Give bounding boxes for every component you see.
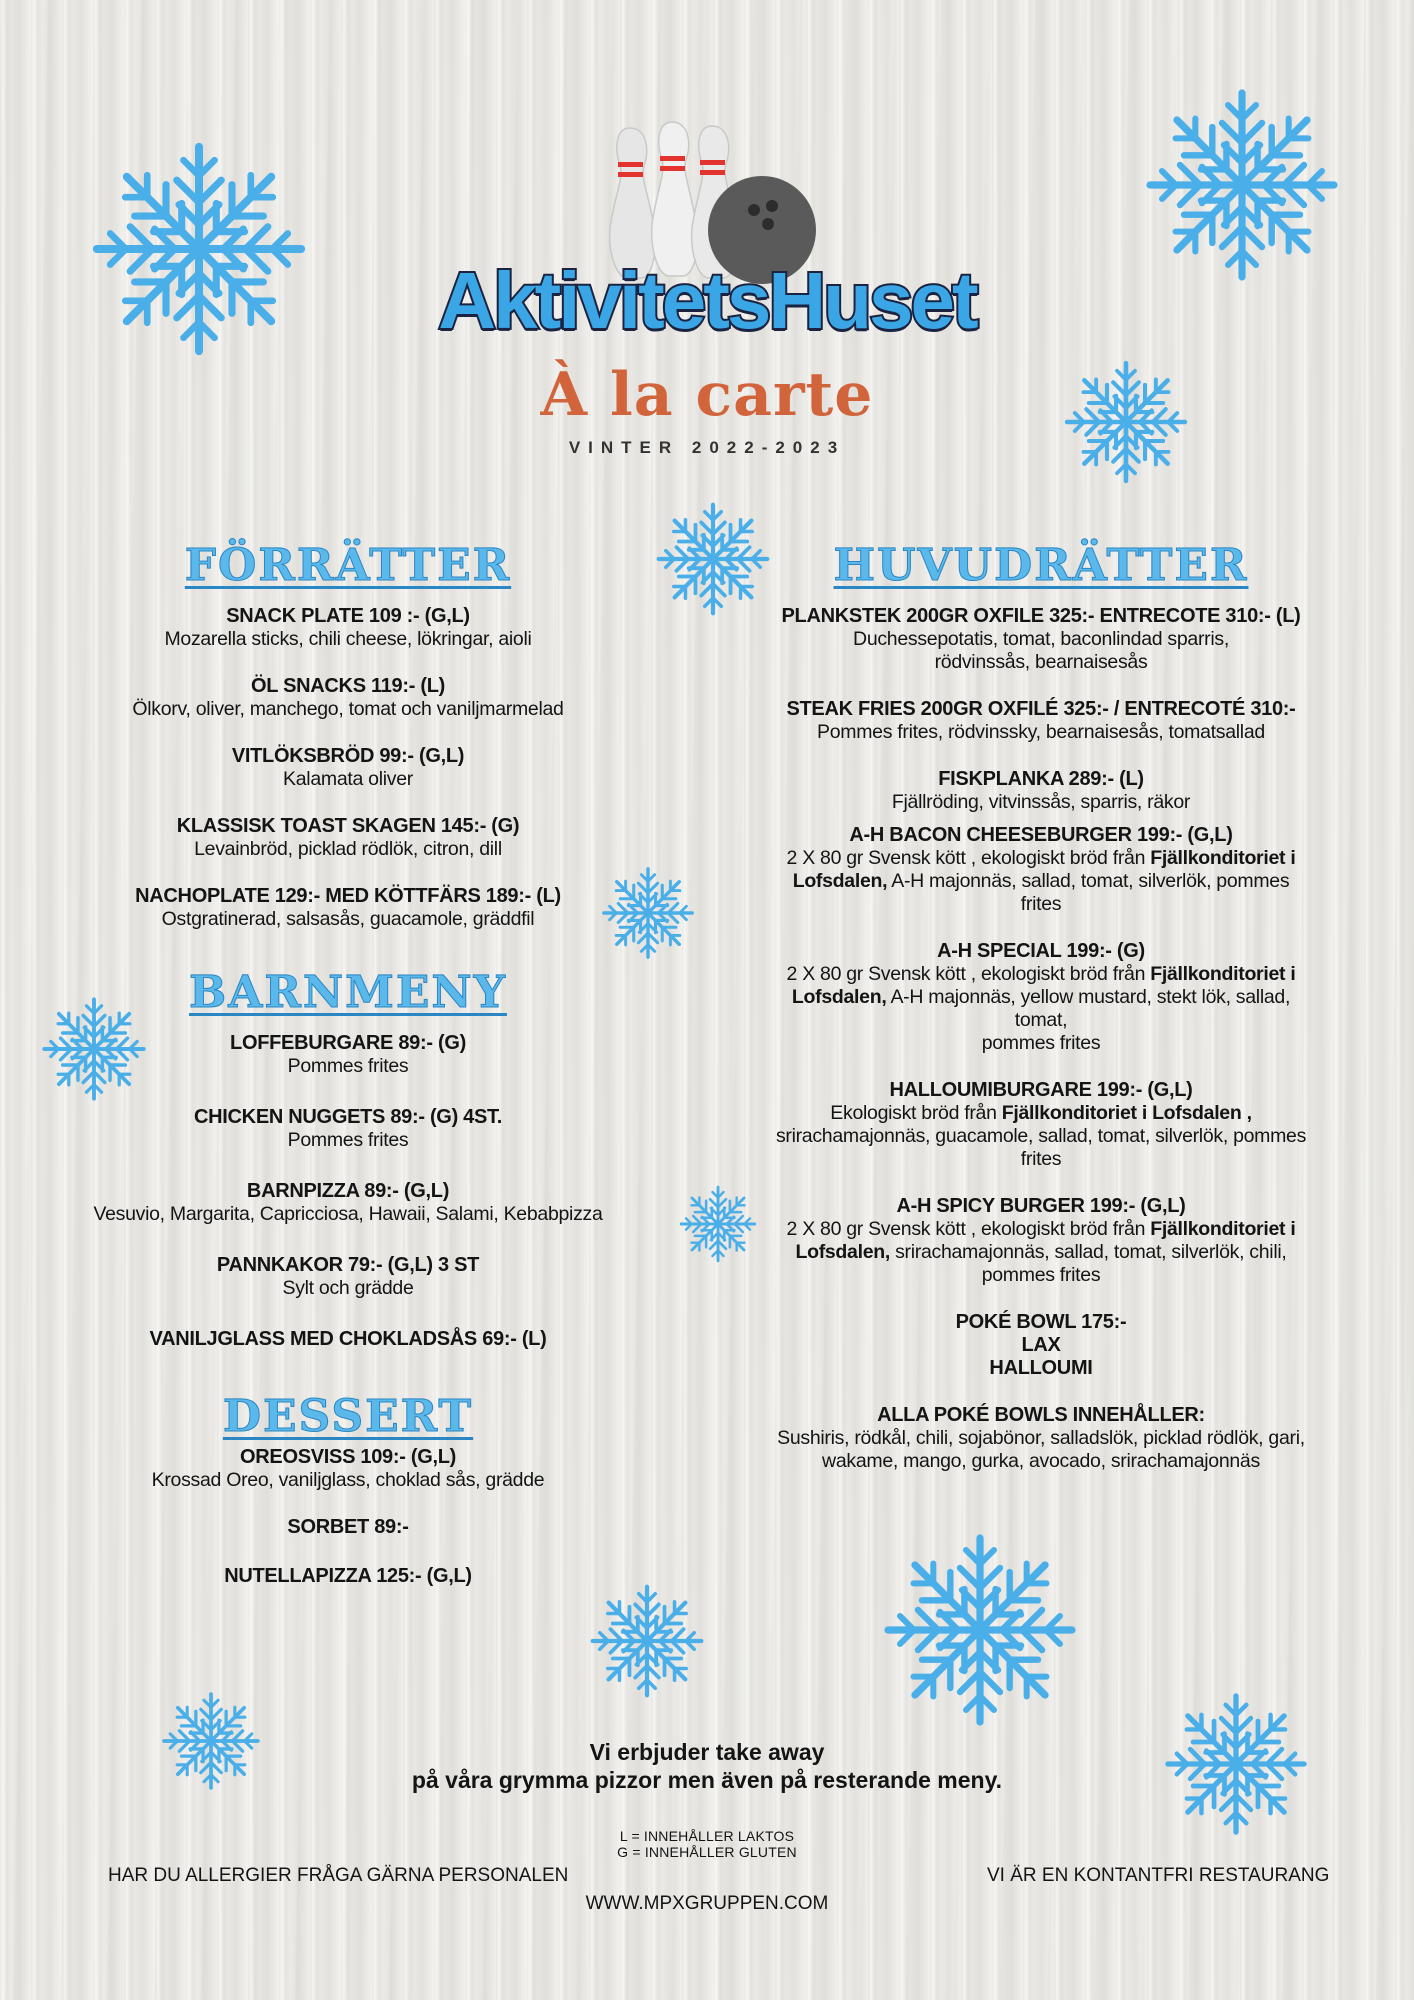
item-description	[735, 1102, 1347, 1125]
menu-item	[60, 745, 636, 791]
item-name: VANILJGLASS MED CHOKLADSÅS 69:- (L)	[149, 1328, 547, 1350]
item-description-text: A-H majonnäs, sallad, tomat, silverlök, pommes	[887, 870, 1290, 892]
section-title-barnmeny: BARNMENY	[189, 967, 507, 1018]
menu-item	[735, 824, 1347, 916]
item-description: pommes frites	[981, 1032, 1101, 1054]
snowflake-icon	[588, 1582, 706, 1700]
menu-item	[60, 815, 636, 861]
item-description: Sushiris, rödkål, chili, sojabönor, salladslök, picklad rödlök, gari,	[777, 1427, 1305, 1449]
item-name: FISKPLANKA 289:- (L)	[938, 768, 1144, 790]
allergy-notice: HAR DU ALLERGIER FRÅGA GÄRNA PERSONALEN	[108, 1865, 569, 1886]
menu-item	[735, 768, 1347, 814]
item-description: Pommes frites, rödvinssky, bearnaisesås, tomatsallad	[817, 721, 1265, 743]
barnmeny-section	[60, 967, 636, 1351]
item-description	[735, 986, 1347, 1009]
menu-item	[735, 605, 1347, 674]
bakery-name: Fjällkonditoriet i	[1150, 963, 1296, 985]
item-name: KLASSISK TOAST SKAGEN 145:- (G)	[176, 815, 520, 837]
item-description	[735, 847, 1347, 870]
menu-item	[60, 885, 636, 931]
item-description: pommes frites	[981, 1264, 1101, 1286]
item-name: HALLOUMIBURGARE 199:- (G,L)	[889, 1079, 1193, 1101]
item-description-text: 2 X 80 gr Svensk kött , ekologiskt bröd från	[786, 1218, 1151, 1240]
forratter-section	[60, 540, 636, 931]
item-name: CHICKEN NUGGETS 89:- (G) 4ST.	[194, 1106, 502, 1128]
item-name: ÖL SNACKS 119:- (L)	[251, 675, 445, 697]
menu-item	[60, 1180, 636, 1226]
menu-item	[735, 1195, 1347, 1287]
bakery-name: Lofsdalen,	[792, 870, 888, 892]
takeaway-line: Vi erbjuder take away	[589, 1739, 825, 1765]
left-column	[60, 540, 636, 1588]
menu-item	[735, 1311, 1347, 1380]
bakery-name: Fjällkonditoriet i Lofsdalen ,	[1001, 1102, 1252, 1124]
menu-item	[60, 675, 636, 721]
item-description	[735, 963, 1347, 986]
menu-item	[60, 1106, 636, 1152]
section-title-huvudratter: HUVUDRÄTTER	[833, 540, 1249, 591]
item-name: STEAK FRIES 200GR OXFILÉ 325:- / ENTRECOTÉ 310:-	[786, 698, 1296, 720]
item-option: LAX	[1021, 1334, 1061, 1356]
menu-item	[735, 698, 1347, 744]
legend-lactose: L = INNEHÅLLER LAKTOS	[619, 1828, 795, 1844]
menu-item	[60, 1032, 636, 1078]
menu-item	[60, 605, 636, 651]
item-description: rödvinssås, bearnaisesås	[934, 651, 1148, 673]
bakery-name: Fjällkonditoriet i	[1150, 847, 1296, 869]
item-name: NACHOPLATE 129:- MED KÖTTFÄRS 189:- (L)	[135, 885, 561, 907]
brand-name: AktivitetsHuset	[438, 256, 976, 345]
item-description-text: 2 X 80 gr Svensk kött , ekologiskt bröd från	[786, 847, 1151, 869]
menu-item	[735, 1404, 1347, 1473]
item-description: Pommes frites	[287, 1055, 409, 1077]
item-description: Kalamata oliver	[283, 768, 413, 790]
item-description: Fjällröding, vitvinssås, sparris, räkor	[891, 791, 1191, 813]
website-link[interactable]: WWW.MPXGRUPPEN.COM	[585, 1893, 829, 1914]
item-description: Krossad Oreo, vaniljglass, choklad sås, grädde	[151, 1469, 545, 1491]
snowflake-icon	[880, 1530, 1080, 1730]
bakery-name: Lofsdalen,	[791, 986, 887, 1008]
item-description: Ölkorv, oliver, manchego, tomat och vaniljmarmelad	[132, 698, 564, 720]
item-description: Ostgratinerad, salsasås, guacamole, gräddfil	[161, 908, 535, 930]
bakery-name: Fjällkonditoriet i	[1150, 1218, 1296, 1240]
allergen-legend	[0, 1828, 1414, 1860]
season-label: VINTER 2022-2023	[568, 438, 846, 457]
item-name: PLANKSTEK 200GR OXFILE 325:- ENTRECOTE 310:- (L)	[781, 605, 1301, 627]
item-name: SORBET 89:-	[287, 1516, 409, 1538]
item-name: A-H BACON CHEESEBURGER 199:- (G,L)	[849, 824, 1233, 846]
menu-item	[60, 1516, 636, 1539]
item-name: A-H SPICY BURGER 199:- (G,L)	[896, 1195, 1186, 1217]
dessert-section	[60, 1391, 636, 1588]
item-name: VITLÖKSBRÖD 99:- (G,L)	[231, 745, 465, 767]
menu-item	[60, 1446, 636, 1492]
item-description	[735, 1241, 1347, 1264]
item-description: srirachamajonnäs, guacamole, sallad, tomat, silverlök, pommes	[775, 1125, 1307, 1147]
item-description-text: 2 X 80 gr Svensk kött , ekologiskt bröd från	[786, 963, 1151, 985]
item-description: Duchessepotatis, tomat, baconlindad sparris,	[853, 628, 1229, 650]
cashless-notice: VI ÄR EN KONTANTFRI RESTAURANG	[987, 1865, 1330, 1886]
item-description: frites	[1020, 893, 1062, 915]
menu-item	[60, 1254, 636, 1300]
item-description: Vesuvio, Margarita, Capricciosa, Hawaii, Salami, Kebabpizza	[93, 1203, 603, 1225]
item-description: frites	[1020, 1148, 1062, 1170]
item-option: HALLOUMI	[989, 1357, 1093, 1379]
item-name: A-H SPECIAL 199:- (G)	[937, 940, 1145, 962]
bakery-name: Lofsdalen,	[795, 1241, 890, 1263]
item-description-text: srirachamajonnäs, sallad, tomat, silverlök, chili,	[889, 1241, 1287, 1263]
menu-item	[60, 1328, 636, 1351]
item-name: NUTELLAPIZZA 125:- (G,L)	[224, 1565, 472, 1587]
item-description	[735, 870, 1347, 893]
item-description: wakame, mango, gurka, avocado, srirachamajonnäs	[822, 1450, 1260, 1472]
item-name: ALLA POKÉ BOWLS INNEHÅLLER:	[877, 1404, 1205, 1426]
section-title-dessert: DESSERT	[222, 1391, 474, 1442]
item-name: POKÉ BOWL 175:-	[955, 1311, 1127, 1333]
item-name: PANNKAKOR 79:- (G,L) 3 ST	[216, 1254, 480, 1276]
menu-item	[735, 1079, 1347, 1171]
item-description: Levainbröd, picklad rödlök, citron, dill	[194, 838, 502, 860]
item-description: Pommes frites	[287, 1129, 409, 1151]
item-description-text: Ekologiskt bröd från	[830, 1102, 1002, 1124]
item-name: LOFFEBURGARE 89:- (G)	[230, 1032, 466, 1054]
item-description: tomat,	[1014, 1009, 1068, 1031]
item-description-text: A-H majonnäs, yellow mustard, stekt lök, sallad,	[886, 986, 1291, 1008]
menu-item	[60, 1565, 636, 1588]
item-description: Mozarella sticks, chili cheese, lökringar, aioli	[164, 628, 532, 650]
item-name: SNACK PLATE 109 :- (G,L)	[226, 605, 470, 627]
item-description	[735, 1218, 1347, 1241]
item-description: Sylt och grädde	[282, 1277, 414, 1299]
item-name: BARNPIZZA 89:- (G,L)	[246, 1180, 450, 1202]
legend-gluten: G = INNEHÅLLER GLUTEN	[617, 1844, 797, 1860]
menu-subtitle: À la carte	[540, 360, 874, 430]
right-column	[735, 540, 1347, 1473]
menu-item	[735, 940, 1347, 1055]
section-title-forratter: FÖRRÄTTER	[184, 540, 512, 591]
takeaway-notice	[0, 1738, 1414, 1794]
takeaway-line: på våra grymma pizzor men även på resterande meny.	[411, 1767, 1003, 1793]
item-name: OREOSVISS 109:- (G,L)	[240, 1446, 456, 1468]
